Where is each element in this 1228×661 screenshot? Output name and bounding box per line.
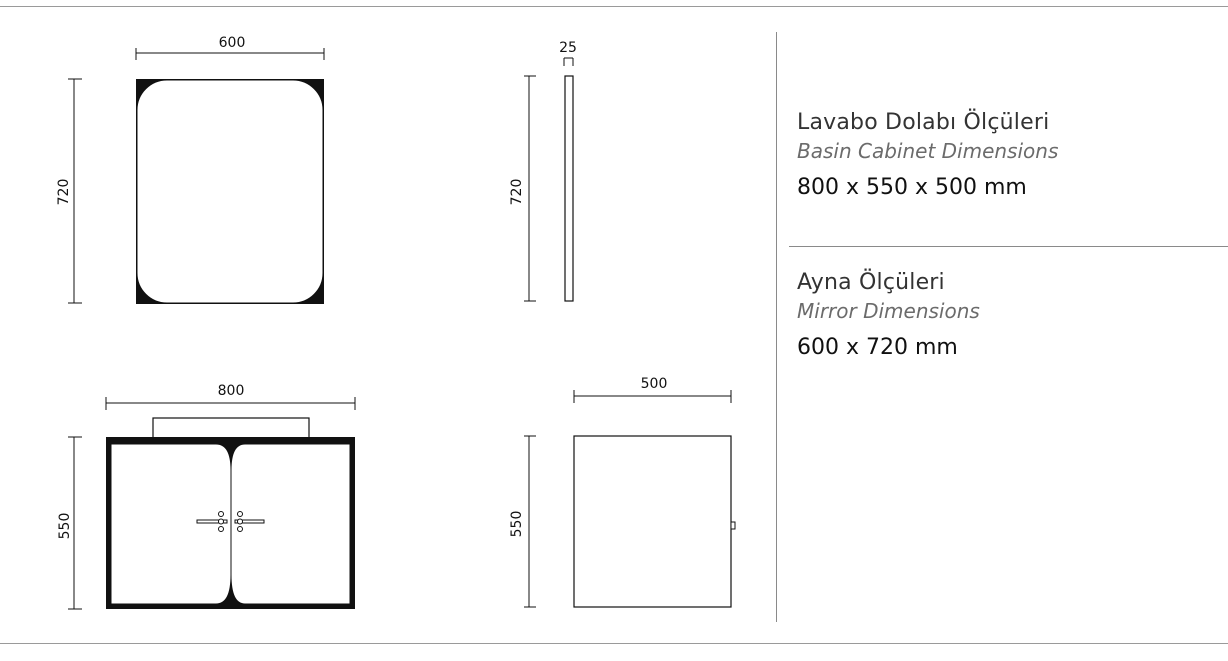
cabinet-side-view: [509, 376, 735, 607]
mirror-dimensions-value: 600 x 720 mm: [797, 335, 958, 360]
mirror-side-profile: [565, 76, 573, 301]
mirror-width-label: 600: [218, 35, 246, 51]
mirror-height-label: 720: [56, 178, 72, 206]
basin-spec-block: [797, 110, 1058, 200]
vertical-divider: [776, 32, 777, 622]
mirror-glass: [137, 80, 323, 303]
cabinet-side-height-label: 550: [509, 510, 525, 538]
cabinet-side-profile: [574, 436, 731, 607]
basin-dimensions-value: 800 x 550 x 500 mm: [797, 175, 1027, 200]
cabinet-right-door: [231, 444, 350, 604]
mirror-side-height-dimension: [524, 76, 536, 301]
mirror-depth-label: 25: [559, 40, 577, 56]
cabinet-side-handle: [731, 522, 735, 529]
basin-top: [153, 418, 309, 438]
mirror-side-height-label: 720: [509, 178, 525, 206]
basin-title-tr: Lavabo Dolabı Ölçüleri: [797, 110, 1050, 135]
cabinet-left-door: [111, 444, 231, 604]
cabinet-side-height-dimension: [524, 436, 536, 607]
mirror-side-view: [509, 40, 577, 301]
cabinet-height-label: 550: [57, 512, 73, 540]
cabinet-width-label: 800: [217, 383, 245, 399]
mirror-spec-block: [797, 270, 980, 360]
mirror-front-view: [56, 35, 324, 304]
spec-separator: [789, 246, 1228, 247]
mirror-depth-dimension: [564, 58, 573, 66]
mirror-title-en: Mirror Dimensions: [797, 299, 980, 323]
cabinet-front-view: [57, 383, 355, 609]
basin-title-en: Basin Cabinet Dimensions: [797, 139, 1059, 163]
mirror-title-tr: Ayna Ölçüleri: [797, 270, 945, 295]
cabinet-depth-label: 500: [640, 376, 668, 392]
